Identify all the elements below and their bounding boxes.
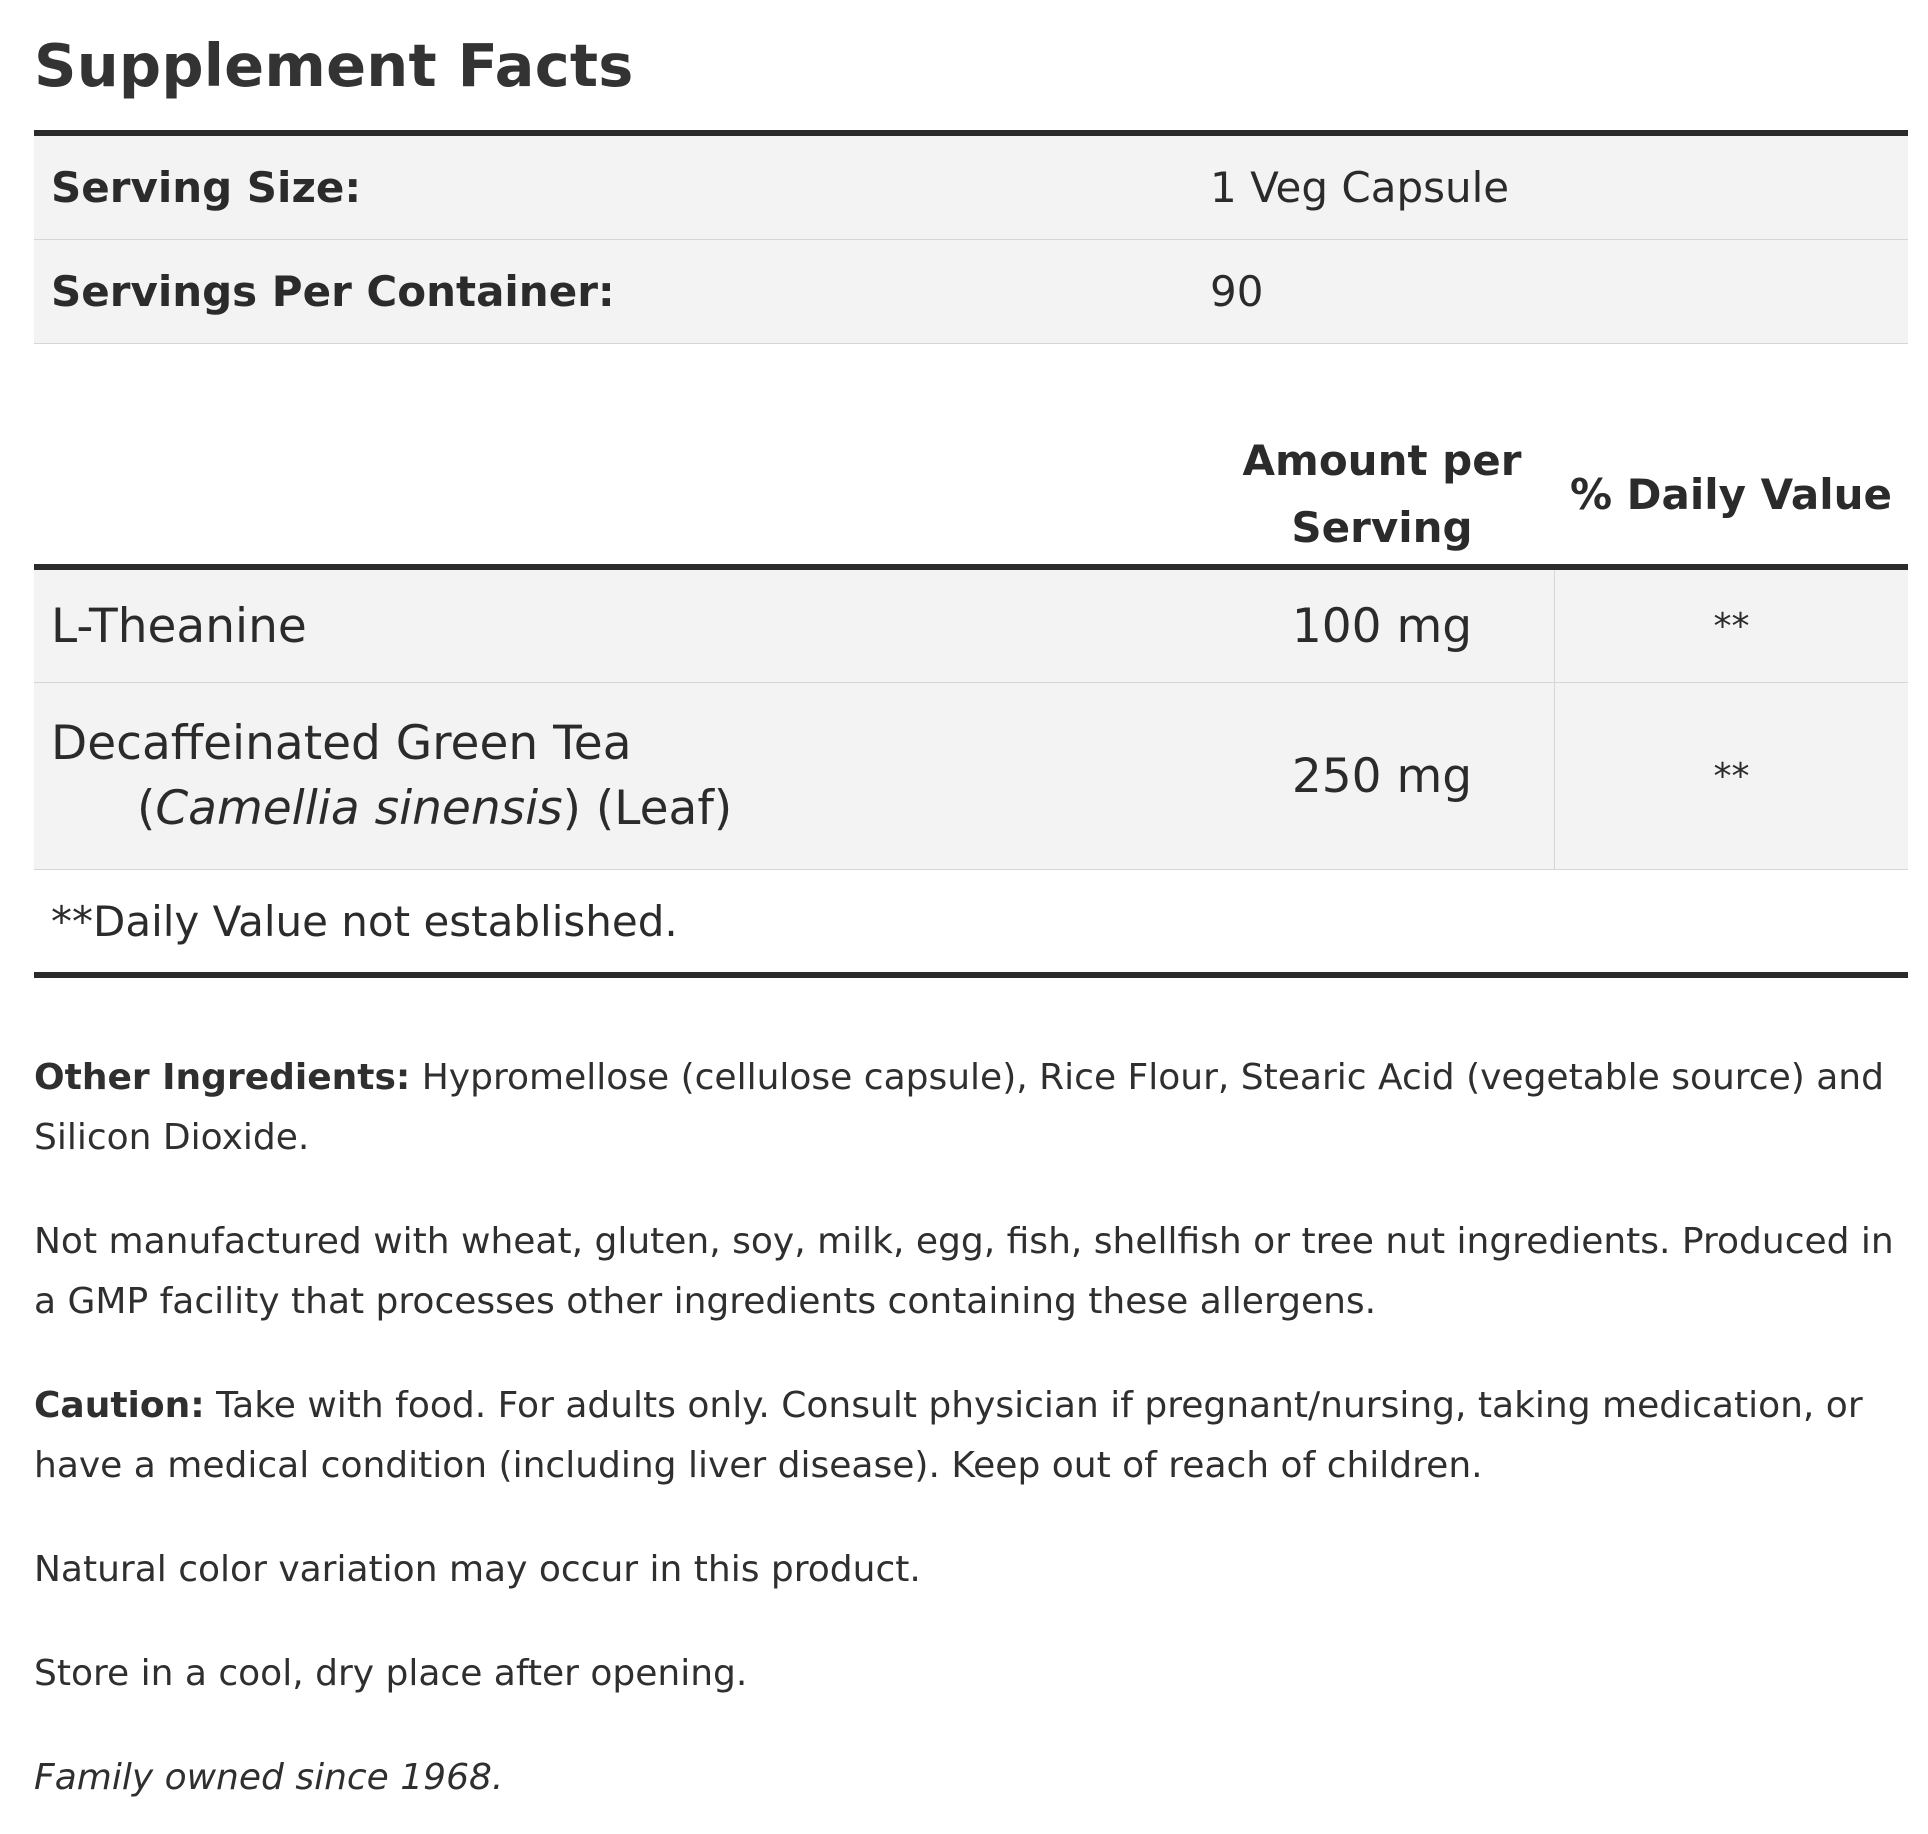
storage-paragraph: Store in a cool, dry place after opening. (34, 1653, 748, 1694)
servings-per-container-row (34, 240, 1908, 344)
ingredient-name-line1: Decaffeinated Green Tea (51, 716, 632, 771)
ingredient-daily-value: ** (1713, 605, 1750, 647)
botanical-name: Camellia sinensis (155, 781, 563, 836)
serving-size-value: 1 Veg Capsule (1210, 163, 1510, 212)
table-row (34, 570, 1908, 683)
ingredient-daily-value: ** (1713, 755, 1750, 797)
paren-open: ( (137, 781, 156, 836)
serving-info-table (34, 130, 1908, 344)
ingredient-amount: 100 mg (1210, 570, 1555, 682)
other-ingredients-text: Hypromellose (cellulose capsule), Rice Flour, Stearic Acid (vegetable source) and Silicon Dioxide. (34, 1057, 1884, 1158)
other-ingredients-paragraph (34, 1048, 1908, 1168)
family-owned-paragraph: Family owned since 1968. (34, 1757, 504, 1798)
table-row (34, 683, 1908, 870)
serving-size-row (34, 136, 1908, 240)
caution-text: Take with food. For adults only. Consult physician if pregnant/nursing, taking medication, or have a medical condition (including liver disease). Keep out of reach of children. (34, 1385, 1863, 1486)
serving-size-label: Serving Size: (51, 163, 362, 212)
nutrient-table-header (34, 424, 1908, 570)
servings-per-container-value: 90 (1210, 267, 1264, 316)
allergen-paragraph: Not manufactured with wheat, gluten, soy, milk, egg, fish, shellfish or tree nut ingredients. Produced in a GMP facility that processes other ingredients containing these allergens. (34, 1221, 1894, 1322)
header-daily-value: % Daily Value (1569, 469, 1893, 519)
ingredient-name-line2 (51, 781, 1210, 836)
other-ingredients-label: Other Ingredients: (34, 1057, 411, 1098)
header-amount-line1: Amount per (1242, 436, 1522, 485)
ingredient-name (34, 570, 1210, 682)
page-title: Supplement Facts (34, 31, 634, 100)
caution-paragraph (34, 1376, 1908, 1496)
ingredient-name-text: L-Theanine (51, 598, 307, 654)
caution-label: Caution: (34, 1385, 205, 1426)
header-amount-per-serving (1210, 427, 1554, 561)
color-variation-paragraph: Natural color variation may occur in this product. (34, 1549, 921, 1590)
daily-value-footnote: **Daily Value not established. (34, 870, 1908, 978)
paren-rest: ) (Leaf) (562, 781, 733, 836)
header-amount-line2: Serving (1291, 503, 1473, 552)
nutrient-table (34, 424, 1908, 978)
ingredient-name (34, 683, 1210, 869)
ingredient-amount: 250 mg (1210, 683, 1555, 869)
servings-per-container-label: Servings Per Container: (51, 267, 615, 316)
